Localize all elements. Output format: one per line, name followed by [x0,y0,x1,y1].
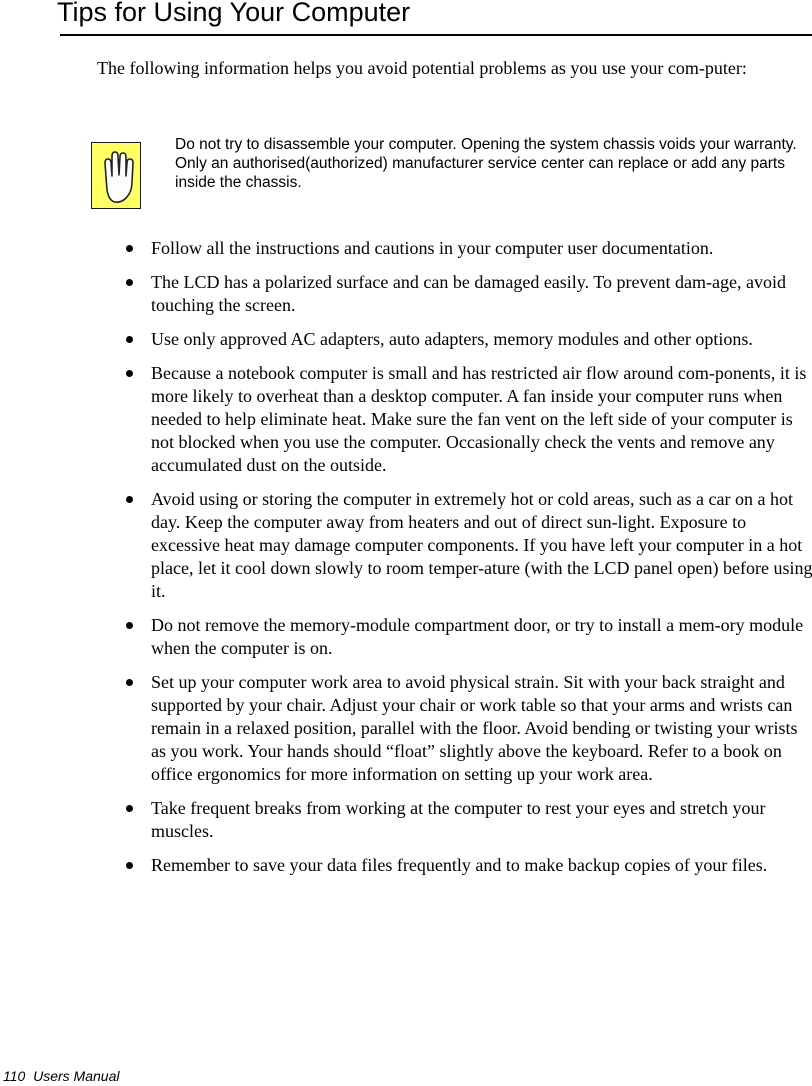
list-item [123,488,812,603]
list-item [123,614,812,660]
bullet-icon [126,862,133,869]
list-item-text: The LCD has a polarized surface and can be damaged easily. To prevent dam-age, avoid touching the screen. [151,272,786,315]
bullet-icon [126,622,133,629]
bullet-icon [126,496,133,503]
list-item [123,271,812,317]
tips-list [123,237,812,888]
bullet-icon [126,245,133,252]
list-item-text: Follow all the instructions and cautions in your computer user documentation. [151,238,714,258]
bullet-icon [126,679,133,686]
bullet-icon [126,805,133,812]
list-item [123,671,812,786]
list-item-text: Remember to save your data files frequently and to make backup copies of your files. [151,855,768,875]
list-item [123,328,812,351]
list-item-text: Set up your computer work area to avoid physical strain. Sit with your back straight and supported by your chair. Adjust your chair or work table so that your arms and wrists can remain in a relaxed position, parallel with the floor. Avoid bending or twisting your wrists as you work. Your hands should “float” slightly above the keyboard. Refer to a book on office ergonomics for more information on setting up your work area. [151,672,798,784]
warning-message: Do not try to disassemble your computer. Opening the system chassis voids your warranty. Only an authorised(authorized) manufacturer service center can replace or add any parts inside the chassis. [175,136,797,191]
list-item-text: Do not remove the memory-module compartment door, or try to install a mem-ory module when the computer is on. [151,615,804,658]
list-item-text: Take frequent breaks from working at the computer to rest your eyes and stretch your muscles. [151,798,766,841]
list-item-text: Use only approved AC adapters, auto adapters, memory modules and other options. [151,329,753,349]
list-item-text: Because a notebook computer is small and has restricted air flow around com-ponents, it is more likely to overheat than a desktop computer. A fan inside your computer runs when needed to help eliminate heat. Make sure the fan vent on the left side of your computer is not blocked when you use the computer. Occasionally check the vents and remove any accumulated dust on the outside. [151,363,807,475]
list-item [123,854,812,877]
list-item [123,362,812,477]
bullet-icon [126,370,133,377]
bullet-icon [126,336,133,343]
intro-paragraph: The following information helps you avoid potential problems as you use your com-puter: [97,58,747,78]
list-item-text: Avoid using or storing the computer in extremely hot or cold areas, such as a car on a hot day. Keep the computer away from heaters and out of direct sun-light. Exposure to excessive heat may damage computer components. If you have left your computer in a hot place, let it cool down slowly to room temper-ature (with the LCD panel open) before using it. [151,489,812,601]
bullet-icon [126,279,133,286]
page-title: Tips for Using Your Computer [57,0,411,27]
page-footer [3,1068,119,1085]
list-item [123,237,812,260]
list-item [123,797,812,843]
page-number: 110 [3,1068,26,1084]
manual-name: Users Manual [33,1068,120,1084]
title-rule [60,34,812,36]
stop-hand-icon [91,142,141,209]
